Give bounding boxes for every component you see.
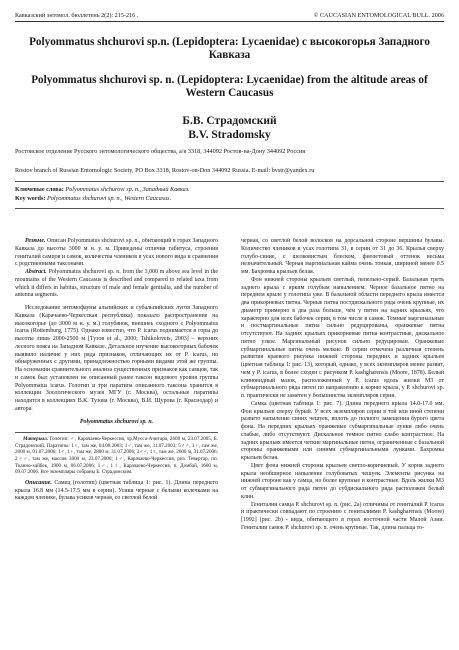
article-title-russian: Polyommatus shchurovi sp.n. (Lepidoptera: Lycaenidae) с высокогорья Западного Кавказа [29,36,430,61]
body-paragraph: Самка (цветная таблица 1: рис. 7). Длина переднего крыла 14.0-17.0 мм. Фон крыльев сверху бурый. У всех экземпляров серии в той или иной степени развито напыление синих чешуек, вплоть до полного замещения бурого цвета фона. На передних крыльях оранжевые субмаргинальные лунки либо очень слабые, либо отсутствуют. Дискальное темное пятно слабо контрастное. На задних крыльях имеется четкие маргинальные пятна, ограниченные с базальной стороны оранжевыми или синими субмаргинальными лунками. Бахромка крыльев белая. [241,400,444,461]
abstract-russian [15,238,218,269]
author-name-russian: Б.В. Страдомский [182,115,277,127]
keywords-english-label: Key words: [15,195,46,202]
running-header [15,11,444,22]
body-paragraph: черная, со светлой белой волосков на дорсальной стороне вершины булавы. Количество члеников в усах голотипа 31, в серии от 31 до 36. Крылья сверху голубо-синие, с шелковистым блеском, фиолетовый оттенок весьма незначительный. Черная маргинальная кайма очень тонкая, шириной менее 0.5 мм. Бахромка крыльев белая. [241,238,444,275]
abstract-russian-label: Резюме. [25,238,46,244]
author-block [25,114,434,142]
species-heading: Polyommatus shchurovi sp. n. [79,418,154,425]
description-paragraph [15,480,218,503]
material-paragraph [15,436,218,476]
keywords-russian-text: Polyommatus shchurovi sp. n., Западный Кавказ. [65,186,190,193]
journal-citation: Кавказский энтомол. бюллетень 2(2): 215-216 . [15,12,139,19]
body-paragraph: Цвет фона нижней стороны крыльев светло-коричневый. У корня заднего крыла необширное напыление голубоватых чешуек. Элементы рисунка на нижней стороне как у самца, но более крупные и контрастные. Вдоль жилки M3 от субмаргинального ряда пятен до субдискального ряда расположен белый клин. [241,462,444,500]
abstract-english-text: Polyommatus shchurovi sp. n. from the 3,000 m above sea level in the mountains of the Western Caucasus is described and compared to related taxa from which it differs in habitus, structure of male and female genitalia, and the number of antenna segments. [15,269,218,299]
material-text: Голотип: ♂, Карачаево-Черкессия, хр.Мусса-Ачитара, 2600 м, 23.07.2005, Б. Страдомский. Паратипы: 1♀, там же, 04.08.2003; 1♂, там же, 31.07.2003; 5♂♂, 1♀, там же, 2000 м, 01.07.2006; 1♂, 1♀, там же, 2800 м, 31.07.2006; 3♂♂, 1♀, там же, 2600 м, 31.07.2006; 2♂♂, там же, массив 3000 м, 23.07.2006; 1♂, Карачаево-Черкессия, риз. Тевертар, пп. Тканно-хайбек, 1900 м, 06.07.2006; 1♂, 1♀, Карачаево-Черкессия, п. Домбай, 1600 м, 09.07.2006. Все экземпляры собраны Б. Страдомским. [15,436,218,476]
abstract-russian-text: Описан Polyommatus shchurovi sp. n., обитающий в горах Западного Кавказа до высоты 3000 м н. у. м. Приведены отличия габитуса, строения гениталий самцов и самок, количества члеников в усах нового вида и сравнения с родственными таксонами. [15,238,218,268]
keywords-english [15,195,444,203]
affiliation-russian: Ростовское отделение Русского энтомологического общества, а/я 3318, 344092 Ростов-на-Дону 344092 Россия [15,148,306,155]
body-paragraph: Фон нижней стороны крыльев светлый, пепельно-серый. Базальная треть заднего крыла с ярким голубым напылением. Черное базальное пятно на переднем крыле у голотипа уже. В базальной области переднего крыла имеется два прикорневых пятна. Черные пятна постдискального ряда очень крупные, их диаметр примерно в два раза больше, чем у пятен на задних крыльях, что характерно для всех бабочек серии, в том числе в самок. Темные маргинальные и постмаргинальные пятна сильно редуцированы, оранжевые пятна отсутствуют. На задних крыльях прикорневые пятна контрастные, дискальное пятно узкое. Маргинальный рисунок сильно редуцирован. Оранжевые субмаргинальные пятна очень мелкие. В серии отмечена различная степень развития краевого рисунка нижней стороны передних и задних крыльев (цветная таблица 1: рис. 13), который, однако, у всех экземпляров менее развит, чем у P. icarus, в более сходен с рисунком P. kashgharensis (Moore, 1878). Белый клиновидный мазок, расположенный у P. icarus вдоль жилки M3 от субмаргинального ряда пятен по направлению к корню крыла, у P. shchurovi sp. n. практически не заметен у большинства экземпляров серии. [241,276,444,399]
keywords-russian [15,186,444,194]
article-title-english: Polyommatus shchurovi sp. n. (Lepidoptera: Lycaenidae) from the altitude areas of Western Caucasus [31,74,428,99]
body-paragraph: Гениталии самца P. shchurovi sp. n. (рис. 2а) отличимы от гениталий P. icarus и практически совпадают по строению с гениталиями P. kashgharensis (Moore) [1992] (рис. 2b) - вида, обитающего в горах восточной части Малой Азии. Гениталии самок P. shchurovi sp. n. очень крупные. Так, длина пальца то- [241,501,444,531]
material-section [15,432,218,476]
divider-top [15,181,444,182]
affiliation-english: Rostov branch of Russian Entomologic Society, PO Box 3318, Rostov-on-Don 344092 Russia. E-mail: bvstr@yandex.ru [15,167,315,174]
abstract-english [15,269,218,300]
author-name-english: B.V. Stradomsky [188,129,271,141]
description-label: Описание. [25,479,52,486]
copyright-notice: © CAUCASIAN ENTOMOLOGICAL BULL. 2006 [313,12,444,19]
keywords-russian-label: Ключевые слова: [15,186,64,193]
left-column [15,238,218,643]
description-text: Самец (голотип) (цветная таблица 1: рис. 1). Длина переднего крыла 16.8 мм (14.5-17.5 мм в серии). Усики черные с белыми колечками на каждом членике, булава усиков черная, со светлой белой [15,479,218,502]
material-label: Материал. [23,436,48,443]
divider-bottom [15,208,444,209]
keywords-english-text: Polyommatus shchurovi sp. n., Western Caucasus. [46,195,172,202]
body-paragraph: Исследование энтомофауны альпийских и субальпийских лугов Западного Кавказа (Карачаево-Черкесская республика) показало распространение на высокогорье (до 3000 м н. у. м.) голубянок, внешнеь сходного с Polyommatus icarus (Rottemburg, 1775). Однако известно, что P. icarus поднимается в горы до высоты лишь 2000-2500 м [Тузов et al., 2000; Tshikolovets, 2003] – верхних лесного пояса на Западном Кавказе. Детальное изучение высокогорных бабочек выявило наличие у них ряда признаков, отличающих их от P. icarus, но обнаруженных с другими, принадлежностью горными видами этой же группы. На основании сравнительного анализа существенных признаков как самцов, так и самок был установлен не описанный ранее таксон видового уровня группы Polyommatus icarus. Голотип и три паратипа описанного таксона хранится в коллекции Зоологического музея МГУ (г. Москва), остальные паратипы находятся в коллекциях В.К. Тузова (г. Москва), В.И. Щурова (г. Краснодар) и автора. [15,305,218,412]
right-column [241,238,444,643]
abstract-english-label: Abstract. [25,269,47,275]
